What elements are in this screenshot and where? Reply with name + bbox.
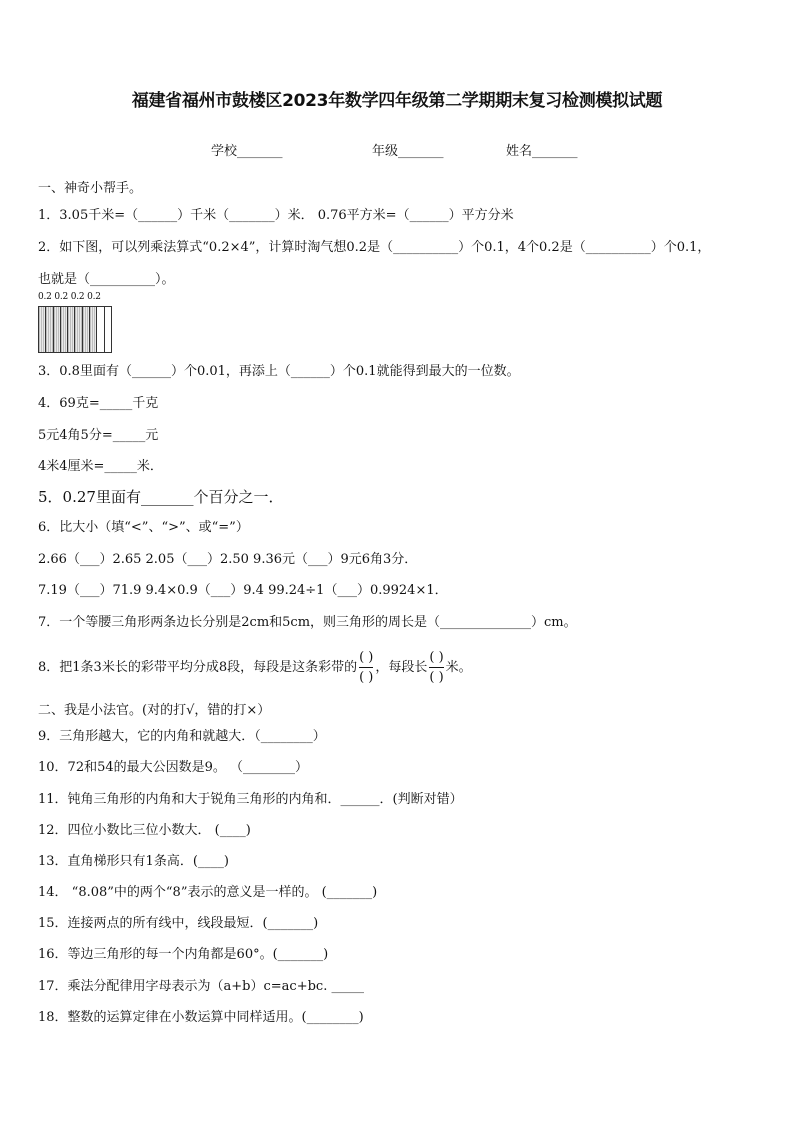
question-9: 9．三角形越大，它的内角和就越大．（________） [38, 729, 326, 744]
question-4-part-1: 4．69克=_____千克 [38, 396, 159, 411]
question-13: 13．直角梯形只有1条高．(____) [38, 854, 229, 869]
strip-cell-shaded [54, 307, 61, 352]
question-6-row-1: 2.66（___）2.65 2.05（___）2.50 9.36元（___）9元6角3分． [38, 552, 418, 567]
question-1: 1．3.05千米=（______）千米（_______）米． 0.76平方米=（______）平方分米 [38, 208, 514, 223]
strip-cell-shaded [39, 307, 46, 352]
question-8-part-2: ，每段长 [375, 660, 428, 675]
fraction-denominator: ( ) [429, 670, 444, 685]
fraction-numerator: ( ) [429, 650, 444, 665]
question-2-line-1: 2．如下图，可以列乘法算式“0.2×4”，计算时淘气想0.2是（__________）个0.1，4个0.2是（__________）个0.1， [38, 240, 711, 255]
fraction-denominator: ( ) [359, 670, 374, 685]
strip-cell-shaded [68, 307, 75, 352]
fraction-blank-2 [429, 649, 443, 686]
section-2-heading: 二、我是小法官。(对的打√，错的打×） [38, 703, 271, 718]
question-5: 5．0.27里面有_______个百分之一． [38, 488, 284, 506]
strip-cell-shaded [75, 307, 82, 352]
strip-cell [97, 307, 104, 352]
strip-labels: 0.2 0.2 0.2 0.2 [38, 292, 101, 302]
school-field: 学校_______ [211, 144, 283, 159]
question-4-part-3: 4米4厘米=_____米． [38, 459, 163, 474]
strip-cell [105, 307, 111, 352]
question-7: 7．一个等腰三角形两条边长分别是2cm和5cm，则三角形的周长是（______________）cm。 [38, 615, 577, 630]
fraction-blank-1 [359, 649, 373, 686]
question-10: 10．72和54的最大公因数是9。 （________） [38, 760, 309, 775]
strip-cell-shaded [46, 307, 53, 352]
question-6: 6．比大小（填“<”、“>”、或“=”） [38, 520, 249, 535]
question-8 [38, 648, 472, 688]
grade-field: 年级_______ [372, 144, 444, 159]
question-6-row-2: 7.19（___）71.9 9.4×0.9（___）9.4 99.24÷1（___）0.9924×1． [38, 583, 448, 598]
question-17: 17．乘法分配律用字母表示为（a+b）c=ac+bc. _____ [38, 979, 364, 994]
strip-cell-shaded [83, 307, 90, 352]
question-16: 16．等边三角形的每一个内角都是60°。(_______) [38, 947, 329, 962]
decimal-strip-diagram [38, 306, 112, 353]
section-1-heading: 一、神奇小帮手。 [38, 181, 143, 196]
question-15: 15．连接两点的所有线中，线段最短．(_______) [38, 916, 319, 931]
question-8-part-3: 米。 [445, 660, 472, 675]
question-12: 12．四位小数比三位小数大． (____) [38, 823, 251, 838]
strip-cell-shaded [61, 307, 68, 352]
name-field: 姓名_______ [506, 144, 578, 159]
question-3: 3．0.8里面有（______）个0.01，再添上（______）个0.1就能得到最大的一位数。 [38, 364, 520, 379]
question-8-part-1: 8．把1条3米长的彩带平均分成8段，每段是这条彩带的 [38, 660, 358, 675]
question-14: 14． “8.08”中的两个“8”表示的意义是一样的。 (_______) [38, 885, 378, 900]
question-18: 18．整数的运算定律在小数运算中同样适用。(________) [38, 1010, 364, 1025]
fraction-numerator: ( ) [359, 650, 374, 665]
question-2-line-2: 也就是（__________）。 [38, 272, 175, 287]
question-11: 11．钝角三角形的内角和大于锐角三角形的内角和．______．(判断对错） [38, 792, 463, 807]
page-title: 福建省福州市鼓楼区2023年数学四年级第二学期期末复习检测模拟试题 [131, 91, 663, 111]
strip-cell-shaded [90, 307, 97, 352]
question-4-part-2: 5元4角5分=_____元 [38, 428, 159, 443]
